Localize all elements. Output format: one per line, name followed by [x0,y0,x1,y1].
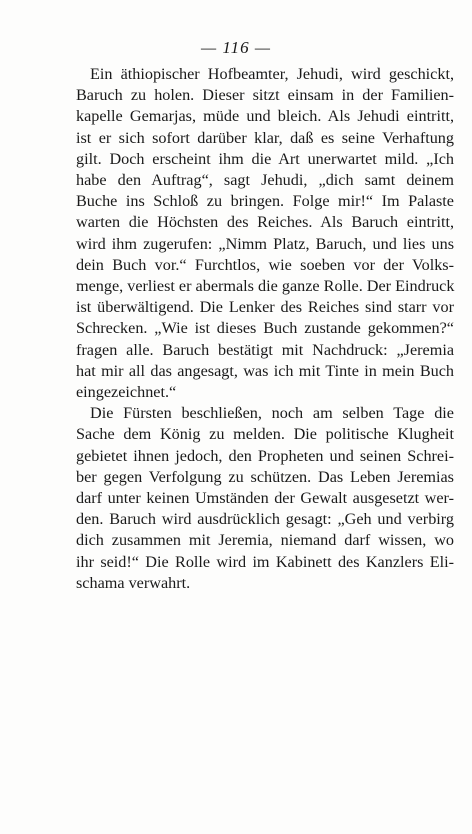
text-line: habe den Auftrag“, sagt Jehudi, „dich samt deinem [76,171,454,190]
text-line: dich zusammen mit Jeremia, niemand darf wissen, wo [76,531,454,550]
text-line: fragen alle. Baruch bestätigt mit Nachdruck: „Jeremia [76,340,454,359]
text-line: Schrecken. „Wie ist dieses Buch zustande gekommen?“ [76,319,454,338]
page-number: — 116 — [201,38,271,57]
text-line: schama verwahrt. [76,573,191,592]
text-line: dein Buch vor.“ Furchtlos, wie soeben vor der Volks- [76,255,454,274]
text-line: darf unter keinen Umständen der Gewalt ausgesetzt wer- [76,489,454,508]
text-line: kapelle Gemarjas, müde und bleich. Als Jehudi eintritt, [76,107,454,126]
paragraph-1 [76,64,454,403]
text-line: ihr seid!“ Die Rolle wird im Kabinett des Kanzlers Eli- [76,552,454,571]
text-line: Buche ins Schloß zu bringen. Folge mir!“ Im Palaste [76,192,454,211]
text-line: Die Fürsten beschließen, noch am selben Tage die [90,404,454,423]
text-line: ber gegen Verfolgung zu schützen. Das Leben Jeremias [76,467,454,486]
text-line: wird ihm zugerufen: „Nimm Platz, Baruch, und lies uns [76,234,454,253]
text-line: hat mir all das angesagt, was ich mit Tinte in mein Buch [76,361,454,380]
text-line: ist er sich sofort darüber klar, daß es seine Verhaftung [76,128,454,147]
text-line: warten die Höchsten des Reiches. Als Baruch eintritt, [76,213,454,232]
text-line: eingezeichnet.“ [76,383,177,402]
text-line: gebietet ihnen jedoch, den Propheten und seinen Schrei- [76,446,454,465]
body-text [76,64,454,594]
text-line: Ein äthiopischer Hofbeamter, Jehudi, wird geschickt, [90,65,454,83]
text-line: gilt. Doch erscheint ihm die Art unerwartet mild. „Ich [76,149,454,168]
text-line: ist überwältigend. Die Lenker des Reiches sind starr vor [76,298,454,317]
paragraph-2 [76,403,454,594]
text-line: den. Baruch wird ausdrücklich gesagt: „Geh und verbirg [76,510,454,529]
text-line: Baruch zu holen. Dieser sitzt einsam in der Familien- [76,86,454,105]
text-line: menge, verliest er abermals die ganze Rolle. Der Eindruck [76,277,455,296]
text-line: Sache dem König zu melden. Die politische Klugheit [76,425,454,444]
